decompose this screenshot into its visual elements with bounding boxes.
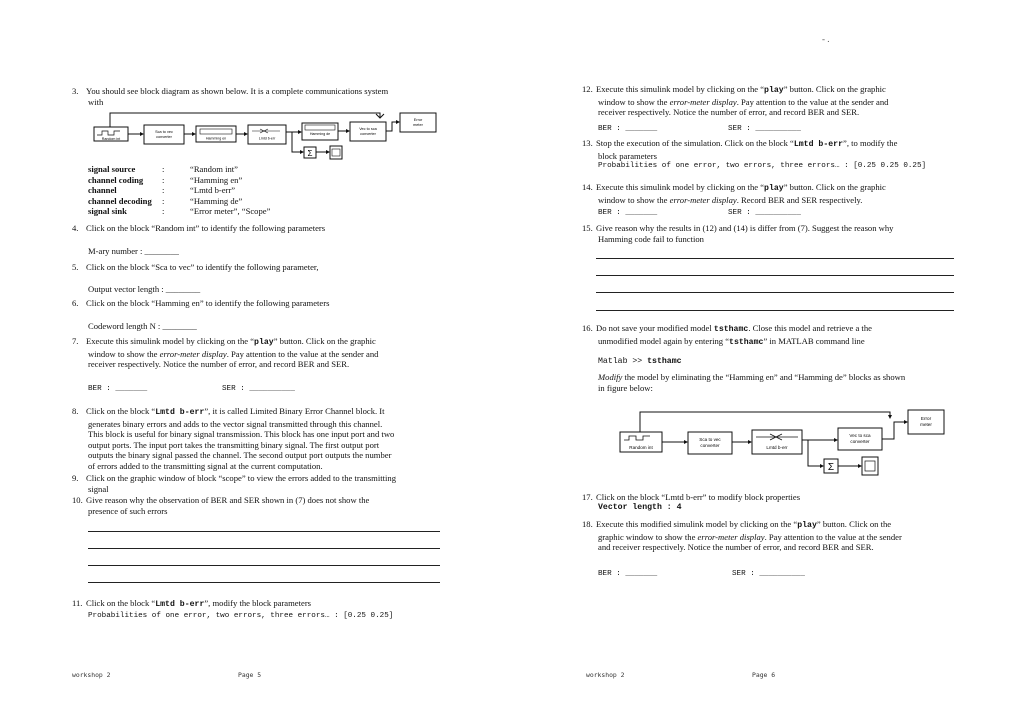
answer-line[interactable] xyxy=(88,565,440,566)
vec-to-sca-block[interactable] xyxy=(350,122,386,141)
svg-text:Error: Error xyxy=(920,416,932,421)
sum-block[interactable] xyxy=(824,459,838,473)
arrow xyxy=(834,438,838,442)
random-int-block[interactable] xyxy=(94,127,128,141)
svg-text:converter: converter xyxy=(360,132,376,136)
answer-line[interactable] xyxy=(88,582,440,583)
arrow xyxy=(858,464,862,468)
def-row: signal source : “Random int” xyxy=(88,164,238,174)
question-12: 12. Execute this simulink model by clicking on the “play” button. Click on the graphic window to show the error-meter display. Pay attention to the value at the sender and receiver respectively. Notice the number of error, and record BER and SER. xyxy=(582,84,889,118)
hamming-de-block[interactable] xyxy=(302,123,338,140)
arrow xyxy=(820,464,824,468)
answer-line[interactable] xyxy=(596,275,954,276)
svg-text:meter: meter xyxy=(920,422,932,427)
arrow xyxy=(748,440,752,444)
question-13: 13. Stop the execution of the simulation. Click on the block “Lmtd b-err”, to modify the block parameters Probabilities of one error, two errors, three errors… : [0.25 0.25 0.25] xyxy=(582,138,927,171)
ser-field[interactable]: SER : __________ xyxy=(732,570,805,578)
question-17: 17. Click on the block “Lmtd b-err” to modify block properties Vector length : 4 xyxy=(582,492,801,512)
block-diagram-modified-system xyxy=(610,400,950,480)
footer-page-number: Page 5 xyxy=(238,671,262,679)
wire-to-sum xyxy=(808,440,822,466)
modify-instruction: Modify the model by eliminating the “Hamming en” and “Hamming de” blocks as shown in figure below: xyxy=(598,372,906,393)
answer-line[interactable] xyxy=(596,310,954,311)
svg-text:Σ: Σ xyxy=(827,462,835,473)
lmtd-b-err-block[interactable] xyxy=(752,430,802,454)
loop-arrow xyxy=(888,415,892,419)
svg-text:Hamming de: Hamming de xyxy=(309,132,331,136)
ber-field[interactable]: BER : _______ xyxy=(598,570,658,578)
answer-line[interactable] xyxy=(88,548,440,549)
random-int-block[interactable] xyxy=(620,432,662,452)
arrow xyxy=(192,132,196,136)
svg-text:Vec to sca: Vec to sca xyxy=(849,433,871,438)
error-meter-block[interactable] xyxy=(908,410,944,434)
ser-field[interactable]: SER : __________ xyxy=(728,125,801,133)
footer-workshop: workshop 2 xyxy=(72,671,111,679)
output-vector-length-field[interactable]: Output vector length : ________ xyxy=(88,284,201,294)
arrow xyxy=(346,129,350,133)
svg-text:Random int: Random int xyxy=(629,445,653,450)
arrow xyxy=(140,132,144,136)
block-diagram-complete-system xyxy=(90,110,440,166)
def-row: signal sink : “Error meter”, “Scope” xyxy=(88,206,271,217)
question-8: 8. Click on the block “Lmtd b-err”, it is called Limited Binary Error Channel block. It generates binary errors and adds to the vector signal transmitted through this channel. This block is useful for binary signal transmission. This block has one input port and two output ports. The input port takes the transmitting binary signal. The first output port outputs the binary signal passed the channel. The second output port outputs the number of errors added to the transmitting signal at the current computation. xyxy=(72,406,395,471)
mary-number-field[interactable]: M-ary number : ________ xyxy=(88,246,179,256)
question-5: 5. Click on the block “Sca to vec” to identify the following parameter, xyxy=(72,262,319,272)
sum-block[interactable] xyxy=(304,147,316,158)
def-row: channel coding : “Hamming en” xyxy=(88,174,243,185)
sca-to-vec-block[interactable] xyxy=(688,432,732,454)
svg-text:Hamming en: Hamming en xyxy=(205,136,227,141)
page-6 xyxy=(512,0,1024,710)
svg-text:Vec to sca: Vec to sca xyxy=(359,127,377,131)
svg-text:Error: Error xyxy=(413,118,423,122)
wire xyxy=(882,422,906,439)
ser-field[interactable]: SER : __________ xyxy=(222,385,295,393)
lmtd-b-err-block[interactable] xyxy=(248,125,286,144)
question-16: 16. Do not save your modified model tsthamc. Close this model and retrieve a the unmodified model again by entering “tsthamc” in MATLAB command line xyxy=(582,323,872,347)
svg-text:Sca to vec: Sca to vec xyxy=(155,130,173,134)
arrow xyxy=(684,440,688,444)
question-6: 6. Click on the block “Hamming en” to identify the following parameters xyxy=(72,298,330,308)
def-row: channel decoding : “Hamming de” xyxy=(88,195,243,206)
answer-line[interactable] xyxy=(596,258,954,259)
question-10: 10. Give reason why the observation of BER and SER shown in (7) does not show the presence of such errors xyxy=(72,495,370,516)
svg-text:converter: converter xyxy=(700,443,720,448)
scope-block[interactable] xyxy=(330,146,342,159)
svg-text:Σ: Σ xyxy=(307,149,313,158)
question-9: 9. Click on the graphic window of block “scope” to view the errors added to the transmitting signal xyxy=(72,473,397,494)
svg-text:Sca to vec: Sca to vec xyxy=(699,437,721,442)
block-definitions xyxy=(88,164,270,217)
def-row: channel : “Lmtd b-err” xyxy=(88,185,236,196)
question-18: 18. Execute this modified simulink model by clicking on the “play” button. Click on the graphic window to show the error-meter display. Pay attention to the value at the sender and receiver respectively. Notice the number of error, and record BER and SER. xyxy=(582,519,902,553)
question-15: 15. Give reason why the results in (12) and (14) is differ from (7). Suggest the reason why Hamming code fail to function xyxy=(582,223,894,244)
question-7: 7. Execute this simulink model by clicking on the “play” button. Click on the graphic window to show the error-meter display. Pay attention to the value at the sender and receiver respectively. Notice the number of error, and record BER and SER. xyxy=(72,336,379,370)
arrow xyxy=(300,150,304,154)
scan-mark: - . xyxy=(822,34,830,44)
hamming-en-block[interactable] xyxy=(196,126,236,142)
svg-text:Lmtd b-err: Lmtd b-err xyxy=(766,445,788,450)
error-meter-block[interactable] xyxy=(400,113,436,132)
arrow xyxy=(298,130,302,134)
ber-field[interactable]: BER : _______ xyxy=(88,385,148,393)
ber-field[interactable]: BER : _______ xyxy=(598,125,658,133)
question-11: 11. Click on the block “Lmtd b-err”, modify the block parameters Probabilities of one error, two errors, three errors… : [0.25 0.25] xyxy=(72,598,394,620)
question-4: 4. Click on the block “Random int” to identify the following parameters xyxy=(72,223,326,233)
svg-text:converter: converter xyxy=(850,439,870,444)
matlab-command: Matlab >> tsthamc xyxy=(598,357,682,366)
codeword-length-field[interactable]: Codeword length N : ________ xyxy=(88,321,197,331)
answer-line[interactable] xyxy=(88,531,440,532)
ber-field[interactable]: BER : _______ xyxy=(598,209,658,217)
footer-workshop: workshop 2 xyxy=(586,671,625,679)
arrow xyxy=(396,120,400,124)
svg-text:meter: meter xyxy=(413,123,423,127)
ser-field[interactable]: SER : __________ xyxy=(728,209,801,217)
scope-block[interactable] xyxy=(862,457,878,475)
svg-text:Random int: Random int xyxy=(101,137,121,141)
svg-text:converter: converter xyxy=(156,135,172,139)
arrow xyxy=(326,150,330,154)
question-14: 14. Execute this simulink model by clicking on the “play” button. Click on the graphic window to show the error-meter display. Record BER and SER respectively. xyxy=(582,182,886,205)
vec-to-sca-block[interactable] xyxy=(838,428,882,450)
sca-to-vec-block[interactable] xyxy=(144,125,184,144)
wire-to-sum xyxy=(292,132,302,152)
svg-text:Lmtd b-err: Lmtd b-err xyxy=(258,136,276,141)
answer-line[interactable] xyxy=(596,292,954,293)
arrow xyxy=(904,420,908,424)
question-3: 3. You should see block diagram as shown below. It is a complete communications system with xyxy=(72,86,389,107)
arrow xyxy=(244,132,248,136)
footer-page-number: Page 6 xyxy=(752,671,776,679)
